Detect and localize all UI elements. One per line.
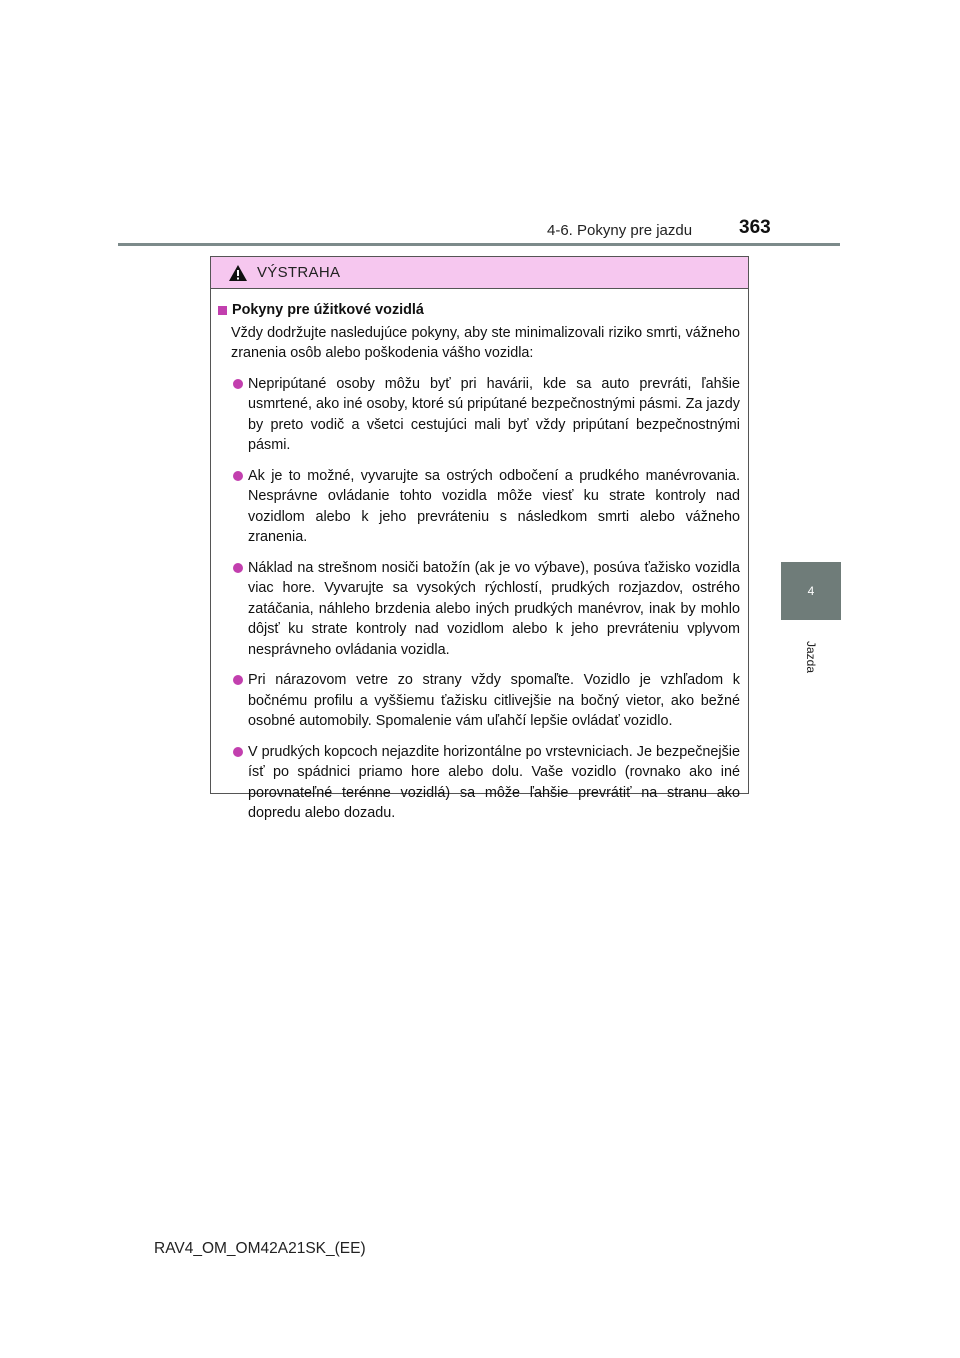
bullet-text: Ak je to možné, vyvarujte sa ostrých odbočení a prudkého manévrovania. Nesprávne ovládanie tohto vozidla môže viesť ku strate kontroly nad vozidlom alebo k jeho prevráteniu s následkom smrti alebo vážneho zranenia. xyxy=(248,467,740,545)
bullet-item xyxy=(218,374,740,456)
bullet-text: Náklad na strešnom nosiči batožín (ak je vo výbave), posúva ťažisko vozidla viac hore. Vyvarujte sa vysokých rýchlostí, prudkých rozjazdov, ostrého zatáčania, náhleho brzdenia alebo iných prudkých manévrov, inak by mohlo dôjsť ku strate kontroly nad vozidlom alebo k jeho prevráteniu vplyvom nesprávneho ovládania vozidla. xyxy=(248,559,740,658)
bullet-dot-icon xyxy=(233,563,243,573)
bullet-item xyxy=(218,466,740,548)
subheading xyxy=(218,300,740,321)
bullet-text: Nepripútané osoby môžu byť pri havárii, kde sa auto prevráti, ľahšie usmrtené, ako iné osoby, ktoré sú pripútané bezpečnostnými pásmi. Za jazdy by preto vodič a všetci cestujúci mali byť vždy pripútaní bezpečnostnými pásmi. xyxy=(248,375,740,453)
warning-body xyxy=(211,289,748,824)
section-title: 4-6. Pokyny pre jazdu xyxy=(547,222,693,239)
subheading-text: Pokyny pre úžitkové vozidlá xyxy=(232,302,424,318)
warning-header xyxy=(211,257,748,289)
bullet-item xyxy=(218,558,740,661)
square-bullet-icon xyxy=(218,306,227,315)
page-number: 363 xyxy=(739,217,771,238)
warning-triangle-icon xyxy=(228,264,248,282)
document-id: RAV4_OM_OM42A21SK_(EE) xyxy=(154,1240,366,1257)
bullet-item xyxy=(218,670,740,732)
bullet-text: V prudkých kopcoch nejazdite horizontálne po vrstevniciach. Je bezpečnejšie ísť po spádnici priamo hore alebo dolu. Vaše vozidlo (rovnako ako iné porovnateľné terénne vozidlá) sa môže ľahšie prevrátiť na stranu ako dopredu alebo dozadu. xyxy=(248,743,740,821)
chapter-label: Jazda xyxy=(804,640,818,674)
bullet-dot-icon xyxy=(233,747,243,757)
bullet-dot-icon xyxy=(233,471,243,481)
bullet-dot-icon xyxy=(233,675,243,685)
chapter-tab xyxy=(781,562,841,620)
bullet-text: Pri nárazovom vetre zo strany vždy spomaľte. Vozidlo je vzhľadom k bočnému profilu a vyššiemu ťažisku citlivejšie na bočný vietor, ako bežné osobné automobily. Spomalenie vám uľahčí lepšie ovládať vozidlo. xyxy=(248,672,740,729)
chapter-number: 4 xyxy=(807,584,815,598)
warning-title: VÝSTRAHA xyxy=(257,264,341,281)
bullet-item xyxy=(218,742,740,824)
bullet-dot-icon xyxy=(233,379,243,389)
warning-box xyxy=(210,256,749,821)
header-rule xyxy=(118,243,840,246)
intro-text: Vždy dodržujte nasledujúce pokyny, aby ste minimalizovali riziko smrti, vážneho zranenia osôb alebo poškodenia vášho vozidla: xyxy=(231,324,740,361)
